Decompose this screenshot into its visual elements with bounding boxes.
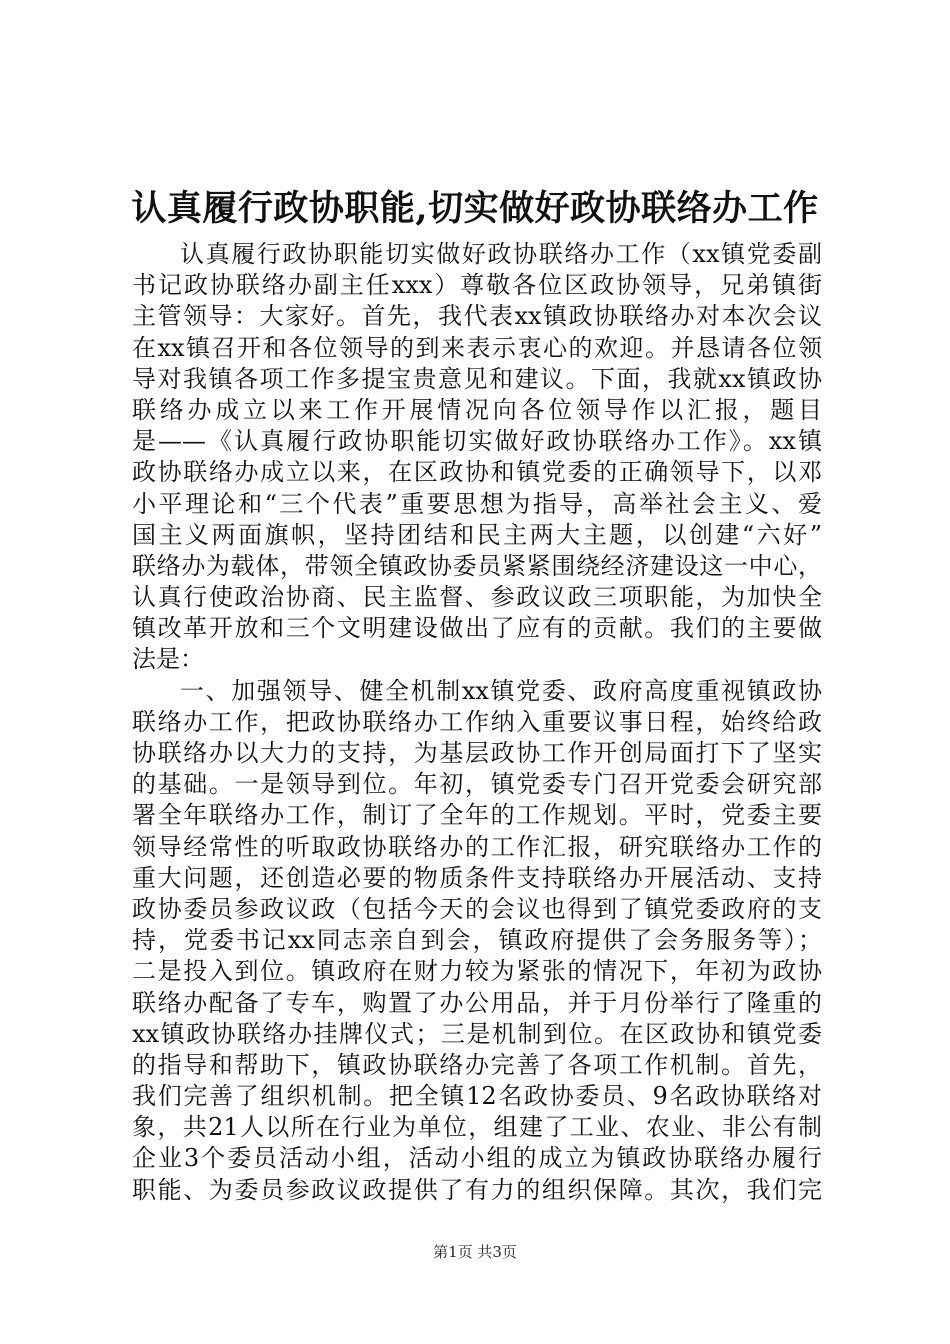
text-line: 署全年联络办工作，制订了全年的工作规划。平时，党委主要 [132,801,822,830]
text-line: 的基础。一是领导到位。年初，镇党委专门召开党委会研究部 [132,770,822,799]
text-line: 协联络办以大力的支持，为基层政协工作开创局面打下了坚实 [132,739,822,767]
text-line: 二是投入到位。镇政府在财力较为紧张的情况下，年初为政协 [132,957,822,986]
text-line: 联络办配备了专车，购置了办公用品，并于月份举行了隆重的 [132,988,822,1017]
text-line: 法是： [132,645,204,674]
text-line: 政协委员参政议政（包括今天的会议也得到了镇党委政府的支 [132,894,822,923]
text-line: 认真行使政治协商、民主监督、参政议政三项职能，为加快全 [132,583,822,612]
text-line: 持，党委书记xx同志亲自到会，镇政府提供了会务服务等）； [132,926,822,955]
text-line: 导对我镇各项工作多提宝贵意见和建议。下面，我就xx镇政协 [132,364,822,393]
page-number-footer: 第1页 共3页 [433,1243,517,1261]
text-line: 国主义两面旗帜，坚持团结和民主两大主题，以创建“六好” [132,520,822,549]
document-body [132,239,822,1206]
text-line: 领导经常性的听取政协联络办的工作汇报，研究联络办工作的 [132,832,822,861]
text-line: 镇改革开放和三个文明建设做出了应有的贡献。我们的主要做 [132,614,822,643]
text-line: 职能、为委员参政议政提供了有力的组织保障。其次，我们完 [132,1175,822,1204]
text-line: 联络办工作，把政协联络办工作纳入重要议事日程，始终给政 [132,707,822,736]
text-line: 我们完善了组织机制。把全镇12名政协委员、9名政协联络对 [132,1082,822,1111]
text-line: 的指导和帮助下，镇政协联络办完善了各项工作机制。首先， [132,1050,822,1079]
text-line: 象，共21人以所在行业为单位，组建了工业、农业、非公有制 [132,1113,822,1142]
text-line: 政协联络办成立以来，在区政协和镇党委的正确领导下，以邓 [132,458,822,487]
document-title: 认真履行政协职能,切实做好政协联络办工作 [131,188,819,229]
text-line: 一、加强领导、健全机制xx镇党委、政府高度重视镇政协 [180,676,822,705]
text-line: 认真履行政协职能切实做好政协联络办工作（xx镇党委副 [180,240,822,268]
text-line: 联络办成立以来工作开展情况向各位领导作以汇报，题目 [132,395,822,424]
text-line: 重大问题，还创造必要的物质条件支持联络办开展活动、支持 [132,863,822,892]
text-line: 是——《认真履行政协职能切实做好政协联络办工作》。xx镇 [132,427,822,456]
text-line: 在xx镇召开和各位领导的到来表示衷心的欢迎。并恳请各位领 [132,333,822,362]
text-line: 书记政协联络办副主任xxx）尊敬各位区政协领导，兄弟镇街 [132,271,822,300]
text-line: 联络办为载体，带领全镇政协委员紧紧围绕经济建设这一中心， [132,551,822,580]
text-line: 小平理论和“三个代表”重要思想为指导，高举社会主义、爱 [132,489,822,518]
text-line: 主管领导：大家好。首先，我代表xx镇政协联络办对本次会议 [132,302,822,331]
text-line: xx镇政协联络办挂牌仪式；三是机制到位。在区政协和镇党委 [132,1019,822,1048]
text-line: 企业3个委员活动小组，活动小组的成立为镇政协联络办履行 [132,1144,822,1173]
